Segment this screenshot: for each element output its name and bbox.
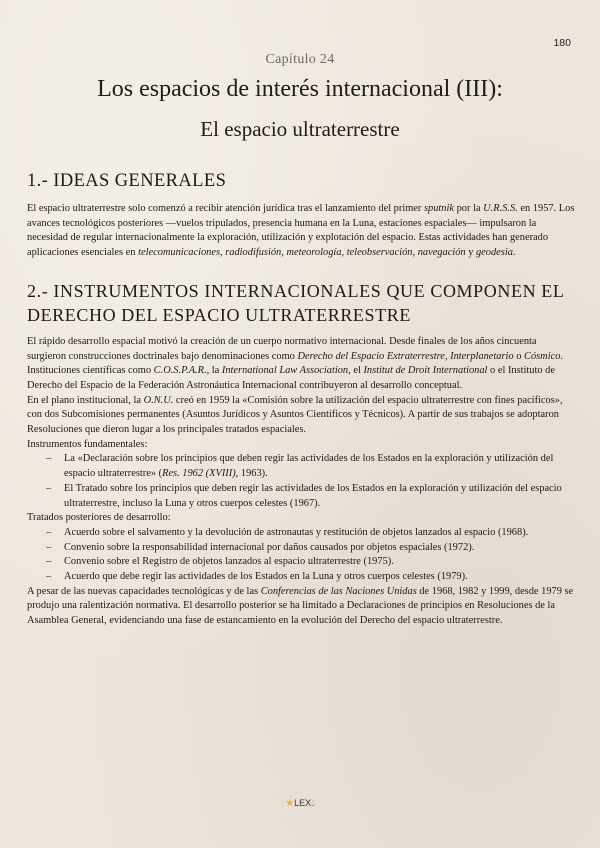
star-icon: ★ <box>285 798 295 809</box>
fundamental-instruments-label: Instrumentos fundamentales: <box>27 438 148 450</box>
text-run: En el plano institucional, la <box>27 394 144 406</box>
list-item <box>27 555 575 570</box>
list-item <box>27 452 575 481</box>
text-run: , <box>412 247 418 259</box>
italic-text: U.R.S.S. <box>483 203 518 214</box>
italic-text: O.N.U. <box>143 394 174 406</box>
dash-bullet: – <box>46 571 52 583</box>
later-treaties-list <box>27 526 575 585</box>
text-run: . <box>512 247 516 259</box>
text-run: por la <box>454 203 484 214</box>
page-title: Los espacios de interés internacional (III): <box>97 76 503 102</box>
text-run: en 1957. Los avances tecnológicos posteriores —vuelos tripulados, presencia humana en la Luna, estaciones espaciales— impulsaron la necesidad de regular internacionalmente la exploración, utilización y explotación del espacio. Estas actividades han generado aplicaciones esenciales en <box>27 203 575 259</box>
chapter-label: Capítulo 24 <box>265 52 335 67</box>
fundamental-instruments-list <box>27 452 575 511</box>
brand-text: LEX <box>294 798 312 808</box>
text-run: Convenio sobre la responsabilidad internacional por daños causados por objetos espaciales (1972). <box>64 541 475 553</box>
text-run: , la <box>206 365 222 377</box>
italic-text: telecomunicaciones <box>138 247 221 259</box>
text-run: , <box>341 247 347 259</box>
list-item <box>27 526 575 541</box>
text-run: El espacio ultraterrestre solo comenzó a recibir atención jurídica tras el lanzamiento del primer <box>27 203 424 214</box>
text-run: El rápido desarrollo espacial motivó la creación de un cuerpo normativo internacional. Desde finales de los años cincuenta surgieron construcciones doctrinales bajo denominaciones como <box>27 335 537 362</box>
dash-bullet: – <box>46 453 52 465</box>
dash-bullet: – <box>46 526 52 538</box>
instrumentos-paragraph-2 <box>27 394 575 438</box>
text-run: Acuerdo sobre el salvamento y la devolución de astronautas y restitución de objetos lanzados al espacio (1968). <box>64 526 529 538</box>
text-run: , 1963). <box>235 468 268 480</box>
text-run: creó en 1959 la «Comisión sobre la utilización del espacio ultraterrestre con fines pacíficos», con dos Subcomisiones permanentes (Asuntos Jurídicos y Asuntos Científicos y Técnicos). A partir de sus trabajos se adoptaron Resoluciones que dieron lugar a los principales tratados espaciales. <box>27 394 563 436</box>
italic-text: navegación <box>417 247 466 259</box>
italic-text: International Law Association <box>221 365 349 377</box>
italic-text: Cósmico <box>524 350 561 362</box>
list-item <box>27 482 575 511</box>
text-run: o <box>513 350 525 362</box>
page-subtitle: El espacio ultraterrestre <box>200 117 400 141</box>
instrumentos-paragraph-3 <box>27 585 575 629</box>
italic-text: Derecho del Espacio Extraterrestre <box>297 350 445 362</box>
italic-text: Institut de Droit International <box>363 365 488 377</box>
list-item <box>27 570 575 585</box>
text-run: , <box>220 247 226 259</box>
italic-text: Conferencias de las Naciones Unidas <box>260 585 417 597</box>
text-run: . Instituciones científicas como <box>27 350 563 377</box>
text-run: de 1968, 1982 y 1999, desde 1979 se produjo una ralentización normativa. El desarrollo posterior se ha limitado a Declaraciones de principios en Resoluciones de la Asamblea General, evidenciando una fase de estancamiento en la evolución del Derecho del espacio ultraterrestre. <box>27 585 574 627</box>
text-run: , <box>281 247 287 259</box>
list-item <box>27 541 575 556</box>
content <box>27 171 575 629</box>
later-treaties-label: Tratados posteriores de desarrollo: <box>27 512 171 524</box>
ideas-generales-paragraph <box>27 202 575 261</box>
section-heading-instrumentos: 2.- INSTRUMENTOS INTERNACIONALES QUE COMPONEN EL DERECHO DEL ESPACIO ULTRATERRESTRE <box>27 280 564 325</box>
italic-text: teleobservación <box>346 247 413 259</box>
text-run: Acuerdo que debe regir las actividades de los Estados en la Luna y otros cuerpos celestes (1979). <box>64 571 468 583</box>
footer-logo <box>0 798 600 809</box>
dash-bullet: – <box>46 541 52 553</box>
page-number: 180 <box>553 37 571 49</box>
dash-bullet: – <box>46 556 52 568</box>
instrumentos-paragraph-1 <box>27 335 575 394</box>
text-run: y <box>465 247 476 259</box>
text-run: , <box>444 350 451 362</box>
italic-text: radiodifusión <box>225 247 282 259</box>
dash-bullet: – <box>46 482 52 494</box>
drop-icon: 💧︎ <box>311 798 315 808</box>
text-run: La «Declaración sobre los principios que deben regir las actividades de los Estados en la exploración y utilización del espacio ultraterrestre» ( <box>64 453 554 480</box>
text-run: o el Instituto de Derecho del Espacio de la Federación Astronáutica Internacional contribuyeron al desarrollo conceptual. <box>27 365 555 391</box>
italic-text: meteorología <box>286 247 342 259</box>
text-run: , el <box>348 365 364 377</box>
italic-text: Res. 1962 (XVIII) <box>162 468 236 480</box>
italic-text: Interplanetario <box>450 350 514 362</box>
section-heading-ideas-generales: 1.- IDEAS GENERALES <box>27 171 227 191</box>
italic-text: geodesia <box>475 247 513 259</box>
italic-text: C.O.S.P.A.R. <box>153 365 207 377</box>
text-run: El Tratado sobre los principios que deben regir las actividades de los Estados en la exploración y utilización del espacio ultraterrestre, incluso la Luna y otros cuerpos celestes (1967). <box>64 482 562 509</box>
italic-text: sputnik <box>423 203 454 214</box>
text-run: A pesar de las nuevas capacidades tecnológicas y de las <box>27 585 261 597</box>
text-run: Convenio sobre el Registro de objetos lanzados al espacio ultraterrestre (1975). <box>64 556 394 568</box>
